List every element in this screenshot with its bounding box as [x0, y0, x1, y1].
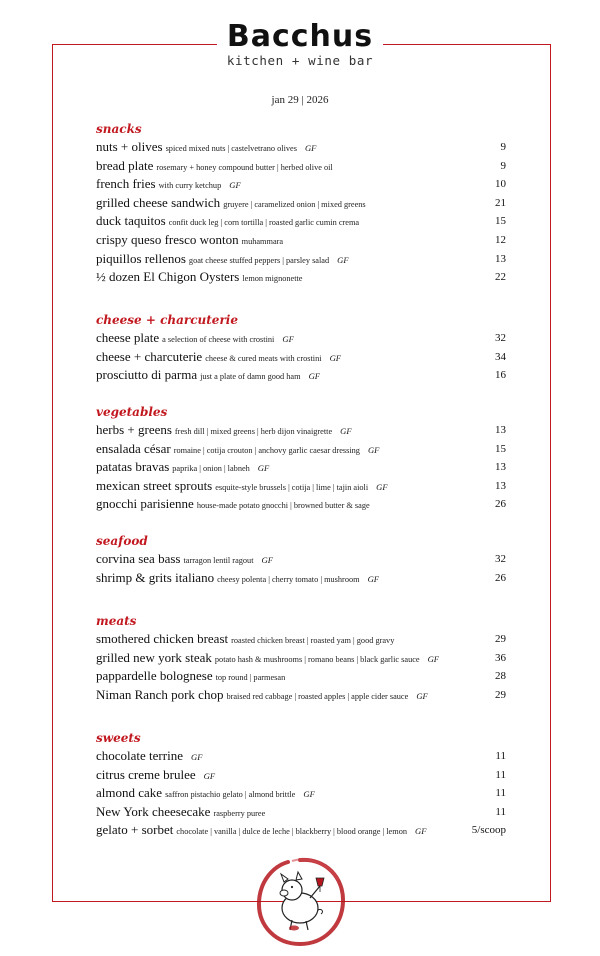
item-price: 26 — [495, 571, 506, 584]
item-description: fresh dill | mixed greens | herb dijon vinaigrette — [174, 427, 333, 436]
item-price: 29 — [495, 688, 506, 701]
item-description: saffron pistachio gelato | almond brittle — [165, 790, 296, 800]
item-price: 34 — [495, 350, 506, 363]
section-vegetables — [96, 403, 506, 514]
item-price: 12 — [495, 233, 506, 246]
gluten-free-badge: GF — [416, 690, 428, 701]
brand-header — [0, 20, 600, 68]
item-name: corvina sea bass — [96, 551, 181, 566]
item-price: 11 — [495, 768, 506, 781]
gluten-free-badge: GF — [304, 143, 317, 153]
item-name: gnocchi parisienne — [96, 496, 194, 512]
item-description: romaine | cotija crouton | anchovy garlic caesar dressing — [173, 445, 360, 455]
item-price: 15 — [495, 442, 506, 455]
item-description: gruyere | caramelized onion | mixed greens — [223, 199, 366, 209]
gluten-free-badge: GF — [229, 180, 241, 191]
gluten-free-badge: GF — [303, 789, 315, 800]
item-description: cheese & cured meats with crostini — [205, 353, 322, 363]
menu-item — [96, 329, 506, 348]
item-description: tarragon lentil ragout — [183, 556, 254, 565]
item-description: paprika | onion | labneh — [172, 464, 250, 474]
item-name: crispy queso fresco wonton — [96, 231, 239, 247]
menu-item — [96, 348, 506, 367]
item-price: 26 — [495, 498, 506, 511]
item-price: 32 — [495, 332, 506, 344]
menu-item — [96, 569, 506, 588]
item-name: prosciutto di parma — [96, 367, 198, 383]
item-name: smothered chicken breast — [96, 631, 229, 646]
item-price: 13 — [495, 479, 506, 492]
menu-item — [96, 784, 506, 803]
item-price: 28 — [495, 670, 506, 683]
item-name: Niman Ranch pork chop — [96, 686, 224, 702]
menu-item — [96, 440, 506, 459]
item-description: potato hash & mushrooms | romano beans | black garlic sauce — [214, 654, 420, 664]
item-price: 10 — [495, 178, 506, 191]
item-price: 32 — [495, 553, 506, 565]
menu-item — [96, 421, 506, 440]
item-description: spiced mixed nuts | castelvetrano olives — [165, 144, 297, 153]
item-description: with curry ketchup — [158, 181, 222, 191]
gluten-free-badge: GF — [190, 752, 203, 762]
item-price: 11 — [495, 787, 506, 800]
gluten-free-badge: GF — [427, 653, 440, 664]
menu-item — [96, 495, 506, 514]
item-price: 16 — [495, 369, 506, 382]
item-name: herbs + greens — [96, 422, 172, 437]
brand-tagline: kitchen + wine bar — [226, 53, 374, 68]
item-name: patatas bravas — [96, 459, 170, 475]
gluten-free-badge: GF — [329, 352, 342, 363]
item-name: bread plate — [96, 157, 154, 173]
item-name: grilled cheese sandwich — [96, 194, 221, 210]
menu-item — [96, 649, 506, 668]
brand-name: Bacchus — [217, 20, 383, 54]
item-description: a selection of cheese with crostini — [162, 335, 275, 344]
item-name: pappardelle bolognese — [96, 668, 213, 684]
menu-item — [96, 803, 506, 822]
item-description: goat cheese stuffed peppers | parsley salad — [188, 255, 330, 265]
gluten-free-badge: GF — [367, 573, 380, 584]
item-name: piquillos rellenos — [96, 250, 186, 266]
item-name: cheese + charcuterie — [96, 348, 203, 364]
section-title: snacks — [96, 122, 142, 136]
menu-item — [96, 458, 506, 477]
gluten-free-badge: GF — [415, 826, 427, 837]
menu-item — [96, 212, 506, 231]
gluten-free-badge: GF — [203, 770, 216, 781]
item-description: just a plate of damn good ham — [200, 372, 301, 382]
gluten-free-badge: GF — [282, 334, 294, 344]
section-seafood — [96, 532, 506, 587]
section-title: sweets — [96, 731, 141, 745]
gluten-free-badge: GF — [337, 254, 349, 265]
item-description: roasted chicken breast | roasted yam | good gravy — [231, 636, 395, 645]
item-description: muhammara — [241, 236, 284, 246]
section-snacks — [96, 120, 506, 287]
item-name: shrimp & grits italiano — [96, 569, 215, 585]
item-price: 9 — [500, 159, 506, 172]
bacchus-pig-logo-icon — [248, 852, 352, 950]
gluten-free-badge: GF — [261, 555, 273, 565]
menu-item — [96, 766, 506, 785]
menu-item — [96, 175, 506, 194]
gluten-free-badge: GF — [257, 463, 270, 474]
menu-item — [96, 821, 506, 840]
item-name: grilled new york steak — [96, 649, 212, 665]
section-meats — [96, 612, 506, 704]
section-sweets — [96, 729, 506, 840]
item-description: esquite-style brussels | cotija | lime | tajin aioli — [215, 482, 369, 492]
menu-item — [96, 231, 506, 250]
section-cheese-charcuterie — [96, 311, 506, 385]
section-title: meats — [96, 614, 137, 628]
item-description: rosemary + honey compound butter | herbed olive oil — [156, 162, 333, 172]
item-description: confit duck leg | corn tortilla | roasted garlic cumin crema — [168, 218, 360, 228]
menu-item — [96, 477, 506, 496]
item-price: 21 — [495, 196, 506, 209]
item-price: 15 — [495, 215, 506, 228]
menu-item — [96, 630, 506, 649]
menu-item — [96, 550, 506, 569]
gluten-free-badge: GF — [308, 371, 321, 382]
item-name: almond cake — [96, 785, 163, 801]
item-description: chocolate | vanilla | dulce de leche | blackberry | blood orange | lemon — [176, 827, 407, 837]
menu-item — [96, 194, 506, 213]
menu-date: jan 29 | 2026 — [271, 94, 329, 106]
item-price: 9 — [500, 141, 506, 153]
item-price: 5/scoop — [471, 824, 506, 837]
item-price: 13 — [495, 461, 506, 474]
gluten-free-badge: GF — [340, 426, 352, 436]
item-description: house-made potato gnocchi | browned butter & sage — [196, 501, 370, 511]
item-description: cheesy polenta | cherry tomato | mushroom — [217, 574, 360, 584]
item-price: 11 — [495, 750, 506, 762]
item-name: nuts + olives — [96, 139, 163, 154]
gluten-free-badge: GF — [376, 481, 388, 492]
menu-item — [96, 157, 506, 176]
gluten-free-badge: GF — [367, 444, 380, 455]
menu-item — [96, 667, 506, 686]
item-name: gelato + sorbet — [96, 822, 174, 838]
item-description: top round | parmesan — [215, 673, 286, 683]
menu-item — [96, 747, 506, 766]
item-name: ensalada césar — [96, 440, 171, 456]
menu-item — [96, 268, 506, 287]
item-price: 13 — [495, 252, 506, 265]
item-name: french fries — [96, 176, 156, 192]
item-name: cheese plate — [96, 330, 160, 345]
item-price: 36 — [495, 651, 506, 664]
item-name: duck taquitos — [96, 213, 166, 229]
item-price: 13 — [495, 424, 506, 436]
item-price: 22 — [495, 271, 506, 284]
item-description: lemon mignonette — [242, 274, 303, 284]
menu-item — [96, 366, 506, 385]
menu-item — [96, 686, 506, 705]
item-name: New York cheesecake — [96, 803, 211, 819]
item-description: raspberry puree — [213, 808, 266, 818]
item-description: braised red cabbage | roasted apples | apple cider sauce — [226, 691, 409, 701]
section-title: vegetables — [96, 405, 168, 419]
item-price: 29 — [495, 633, 506, 645]
menu-item — [96, 138, 506, 157]
section-title: cheese + charcuterie — [96, 313, 238, 327]
section-title: seafood — [96, 534, 148, 548]
menu-item — [96, 250, 506, 269]
item-name: ½ dozen El Chigon Oysters — [96, 269, 240, 285]
item-name: mexican street sprouts — [96, 477, 213, 493]
item-name: citrus creme brulee — [96, 766, 196, 782]
item-name: chocolate terrine — [96, 748, 183, 763]
item-price: 11 — [495, 805, 506, 818]
